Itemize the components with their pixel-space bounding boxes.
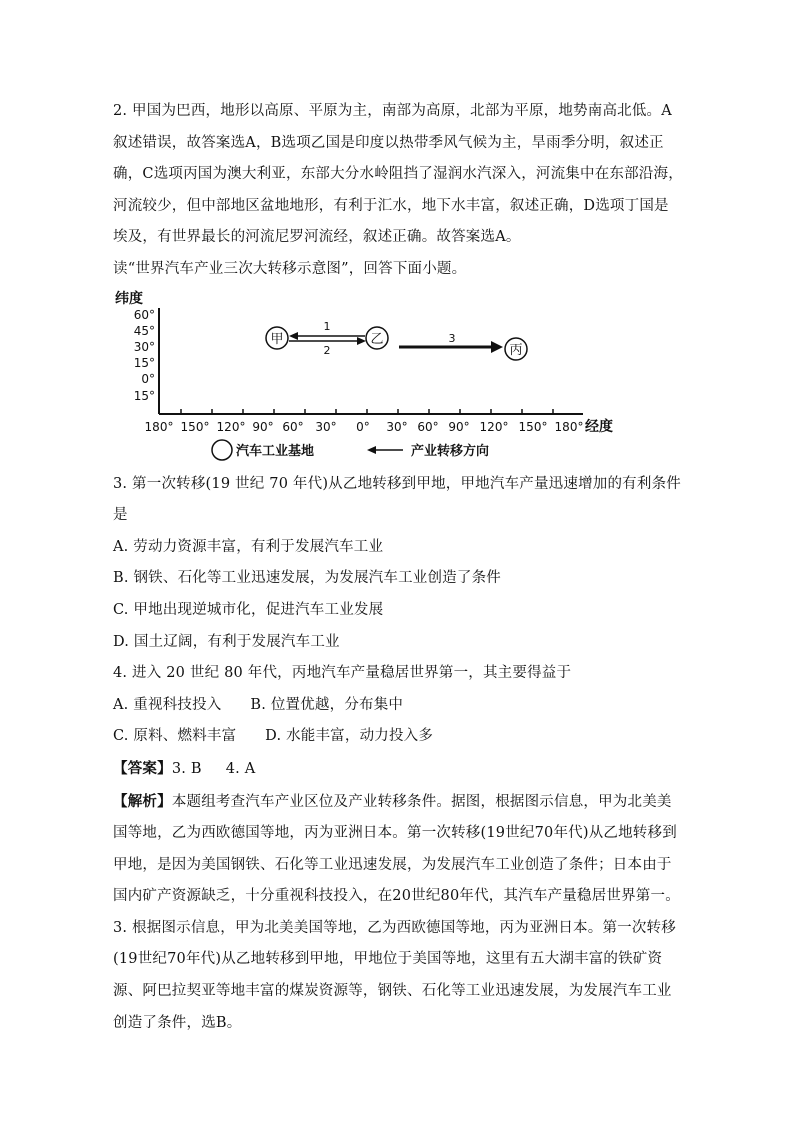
- y-tick: 0°: [141, 371, 155, 386]
- legend: [212, 440, 489, 460]
- x-tick: 60°: [282, 419, 304, 434]
- node-label: 乙: [370, 331, 384, 347]
- x-axis-label: 经度: [585, 418, 613, 435]
- x-tick: 90°: [252, 419, 274, 434]
- x-tick: 0°: [356, 419, 370, 434]
- legend-arrow-label: 产业转移方向: [411, 443, 490, 459]
- x-tick: 180°: [144, 419, 174, 434]
- y-tick: 15°: [133, 355, 155, 370]
- answer-line: [113, 753, 683, 786]
- x-tick: 120°: [216, 419, 246, 434]
- question-3-option-c: C. 甲地出现逆城市化，促进汽车工业发展: [113, 601, 384, 618]
- node-bing: [505, 338, 527, 360]
- question-4: 4. 进入 20 世纪 80 年代，丙地汽车产量稳居世界第一，其主要得益于: [113, 665, 572, 682]
- answer-tag: 【答案】: [113, 759, 172, 777]
- node-jia: [266, 327, 288, 349]
- question-3-option-a: A. 劳动力资源丰富，有利于发展汽车工业: [113, 538, 384, 555]
- x-tick-labels: [145, 420, 584, 434]
- legend-base-label: 汽车工业基地: [236, 443, 315, 459]
- analysis-tag: 【解析】: [113, 792, 172, 810]
- question-4-options-cd: C. 原料、燃料丰富 D. 水能丰富，动力投入多: [113, 728, 434, 745]
- node-yi: [366, 327, 388, 349]
- x-tick: 30°: [386, 419, 408, 434]
- x-tick: 120°: [479, 419, 509, 434]
- y-axis-label: 纬度: [115, 290, 143, 307]
- question-3: 3. 第一次转移(19 世纪 70 年代)从乙地转移到甲地，甲地汽车产量迅速增加的有利条件是: [113, 475, 681, 524]
- x-tick: 150°: [518, 419, 548, 434]
- diagram-svg: [113, 288, 613, 463]
- transfer-diagram: [113, 288, 613, 463]
- paragraph-q2-analysis: 2. 甲国为巴西，地形以高原、平原为主，南部为高原，北部为平原，地势南高北低。A叙述错误，故答案选A，B选项乙国是印度以热带季风气候为主，旱雨季分明，叙述正确，C选项丙国为澳大利亚，东部大分水岭阻挡了湿润水汽深入，河流集中在东部沿海，河流较少，但中部地区盆地地形，有利于汇水，地下水丰富，叙述正确，D选项丁国是埃及，有世界最长的河流尼罗河流经，叙述正确。故答案选A。: [113, 103, 683, 246]
- y-tick: 15°: [133, 388, 155, 403]
- analysis-paragraph: [113, 786, 683, 913]
- node-label: 甲: [270, 331, 284, 347]
- y-tick: 60°: [133, 307, 155, 322]
- arrow-1-label: 1: [323, 319, 331, 333]
- answer-text: 3. B 4. A: [171, 760, 256, 777]
- legend-circle-icon: [212, 440, 232, 460]
- y-tick: 30°: [133, 339, 155, 354]
- document-page: [113, 96, 683, 1039]
- x-tick: 90°: [448, 419, 470, 434]
- arrow-1: [289, 332, 365, 340]
- question-4-options-ab: A. 重视科技投入 B. 位置优越，分布集中: [113, 696, 404, 713]
- y-tick-labels: [134, 308, 155, 403]
- paragraph-intro: 读“世界汽车产业三次大转移示意图”，回答下面小题。: [113, 260, 467, 277]
- arrow-3-label: 3: [448, 331, 456, 345]
- node-label: 丙: [509, 342, 523, 358]
- question-3-option-d: D. 国土辽阔，有利于发展汽车工业: [113, 633, 340, 650]
- x-tick: 30°: [315, 419, 337, 434]
- analysis-q3: 3. 根据图示信息，甲为北美美国等地，乙为西欧德国等地，丙为亚洲日本。第一次转移(19世纪70年代)从乙地转移到甲地，甲地位于美国等地，这里有五大湖丰富的铁矿资源、阿巴拉契亚等地丰富的煤炭资源等，钢铁、石化等工业迅速发展，为发展汽车工业创造了条件，选B。: [113, 919, 676, 1031]
- x-tick: 150°: [180, 419, 210, 434]
- x-tick: 60°: [417, 419, 439, 434]
- arrow-2-label: 2: [323, 343, 331, 357]
- y-tick: 45°: [133, 323, 155, 338]
- x-tick: 180°: [554, 419, 584, 434]
- analysis-text: 本题组考查汽车产业区位及产业转移条件。据图，根据图示信息，甲为北美美国等地，乙为西欧德国等地，丙为亚洲日本。第一次转移(19世纪70年代)从乙地转移到甲地，是因为美国钢铁、石化等工业迅速发展，为发展汽车工业创造了条件；日本由于国内矿产资源缺乏，十分重视科技投入，在20世纪80年代，其汽车产量稳居世界第一。: [113, 793, 680, 905]
- question-3-option-b: B. 钢铁、石化等工业迅速发展，为发展汽车工业创造了条件: [113, 570, 501, 587]
